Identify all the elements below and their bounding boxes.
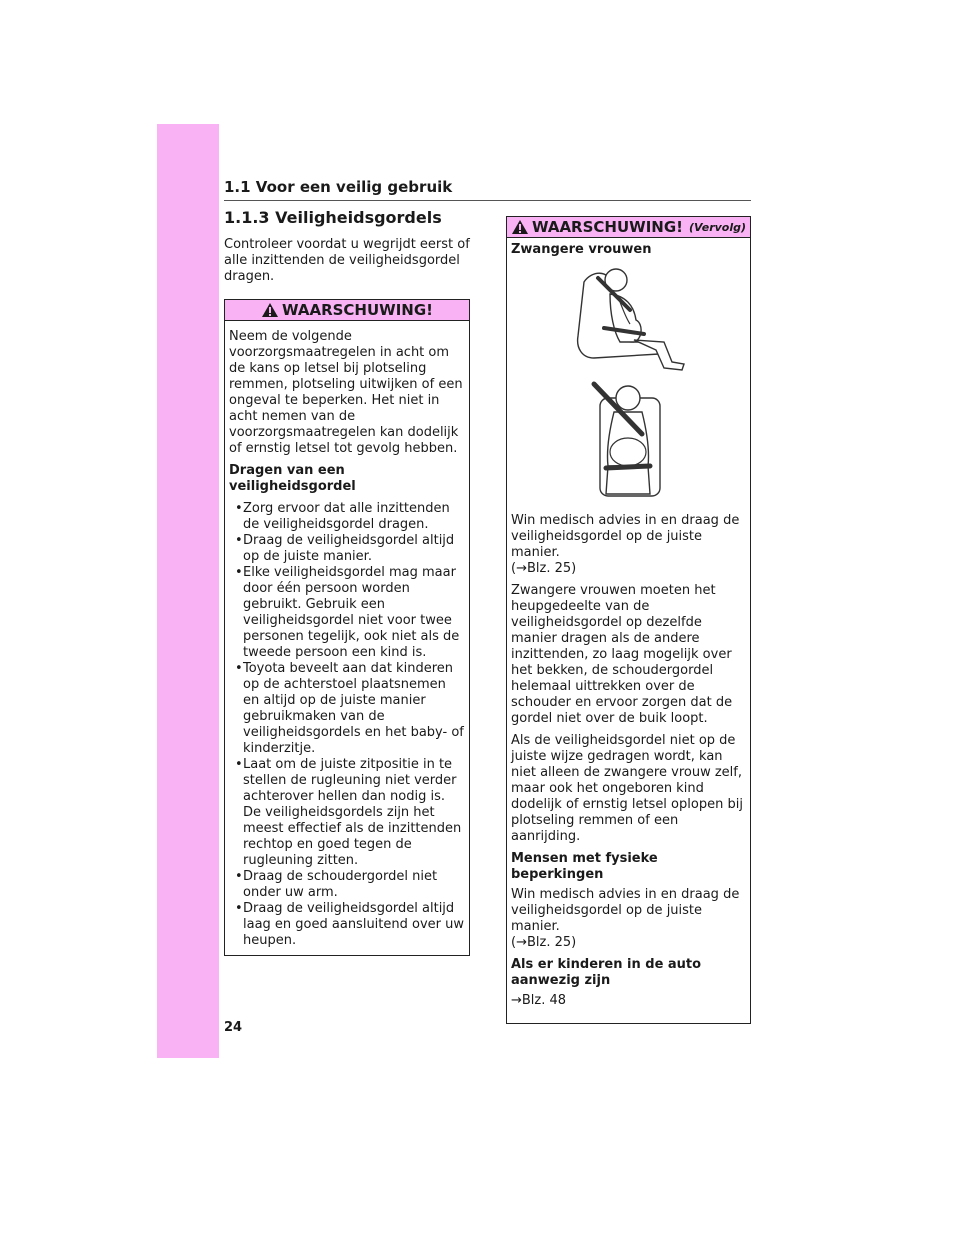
warning-intro: Neem de volgende voorzorgsmaatregelen in acht om de kans op letsel bij plotseling remmen, plotseling uitwijken of een ongeval te beperken. Het niet in acht nemen van de voorzorgsmaatregelen kan dodelijk of ernstig letsel tot gevolg hebben. <box>229 329 463 456</box>
page-title: 1.1.3 Veiligheidsgordels <box>224 208 442 227</box>
list-item: • Draag de veiligheidsgordel altijd laag en goed aansluitend over uw heupen. <box>229 901 465 949</box>
list-item: • Draag de schoudergordel niet onder uw arm. <box>229 869 465 901</box>
list-item: • Zorg ervoor dat alle inzittenden de veiligheidsgordel dragen. <box>229 501 465 533</box>
warning-body <box>225 321 469 955</box>
pregnant-heading: Zwangere vrouwen <box>511 242 652 257</box>
warning-label: WAARSCHUWING! <box>531 218 683 236</box>
pregnant-front-illustration <box>511 378 746 503</box>
disabled-paragraph-text: Win medisch advies in en draag de veiligheidsgordel op de juiste manier. <box>511 887 740 934</box>
pregnant-paragraph-3: Als de veiligheidsgordel niet op de juiste wijze gedragen wordt, kan niet alleen de zwangere vrouw zelf, maar ook het ongeboren kind dodelijk of ernstig letsel oplopen bij plotseling remmen of een aanrijding. <box>511 733 743 844</box>
warning-body-continued <box>507 238 750 1023</box>
children-ref[interactable]: →Blz. 48 <box>511 993 567 1008</box>
warning-subheading: Dragen van een veiligheidsgordel <box>229 463 356 494</box>
warning-bullet-list <box>229 501 465 949</box>
left-column <box>224 208 470 956</box>
list-item: • Toyota beveelt aan dat kinderen op de achterstoel plaatsnemen en altijd op de juiste manier gebruikmaken van de veiligheidsgordels en het baby- of kinderzitje. <box>229 661 465 757</box>
pregnant-paragraph-1 <box>511 513 746 577</box>
pregnant-paragraph-2: Zwangere vrouwen moeten het heupgedeelte van de veiligheidsgordel op dezelfde manier dragen als de andere inzittenden, zo laag mogelijk over het bekken, de schoudergordel helemaal uittrekken over de schouder en ervoor zorgen dat de gordel niet over de buik loopt. <box>511 583 733 726</box>
continued-label: (Vervolg) <box>689 220 747 234</box>
right-column <box>506 216 751 1024</box>
page-sidebar-tab <box>157 124 219 1058</box>
page-ref-link[interactable]: (→Blz. 25) <box>511 561 577 576</box>
children-heading: Als er kinderen in de auto aanwezig zijn <box>511 957 702 988</box>
warning-box-continued <box>506 216 751 1024</box>
warning-box <box>224 299 470 956</box>
warning-triangle-icon <box>261 302 279 318</box>
page-ref-link[interactable]: (→Blz. 25) <box>511 935 577 950</box>
disabled-heading: Mensen met fysieke beperkingen <box>511 851 658 882</box>
warning-triangle-icon <box>511 219 529 235</box>
list-item: • Draag de veiligheidsgordel altijd op de juiste manier. <box>229 533 465 565</box>
warning-label: WAARSCHUWING! <box>281 301 434 319</box>
pregnant-paragraph-1-text: Win medisch advies in en draag de veiligheidsgordel op de juiste manier. <box>511 513 740 560</box>
section-header: 1.1 Voor een veilig gebruik <box>224 178 751 201</box>
disabled-paragraph <box>511 887 746 951</box>
list-item: • Elke veiligheidsgordel mag maar door één persoon worden gebruikt. Gebruik een veiligheidsgordel niet voor twee personen tegelijk, ook niet als de tweede persoon een kind is. <box>229 565 465 661</box>
page-number: 24 <box>224 1020 243 1035</box>
intro-text: Controleer voordat u wegrijdt eerst of alle inzittenden de veiligheidsgordel dragen. <box>224 237 470 284</box>
pregnant-side-illustration <box>511 262 746 374</box>
list-item: • Laat om de juiste zitpositie in te stellen de rugleuning niet verder achterover hellen dan nodig is. De veiligheidsgordels zijn het meest effectief als de inzittenden rechtop en goed tegen de rugleuning zitten. <box>229 757 465 869</box>
warning-header <box>225 300 469 321</box>
warning-header-continued <box>507 217 750 238</box>
